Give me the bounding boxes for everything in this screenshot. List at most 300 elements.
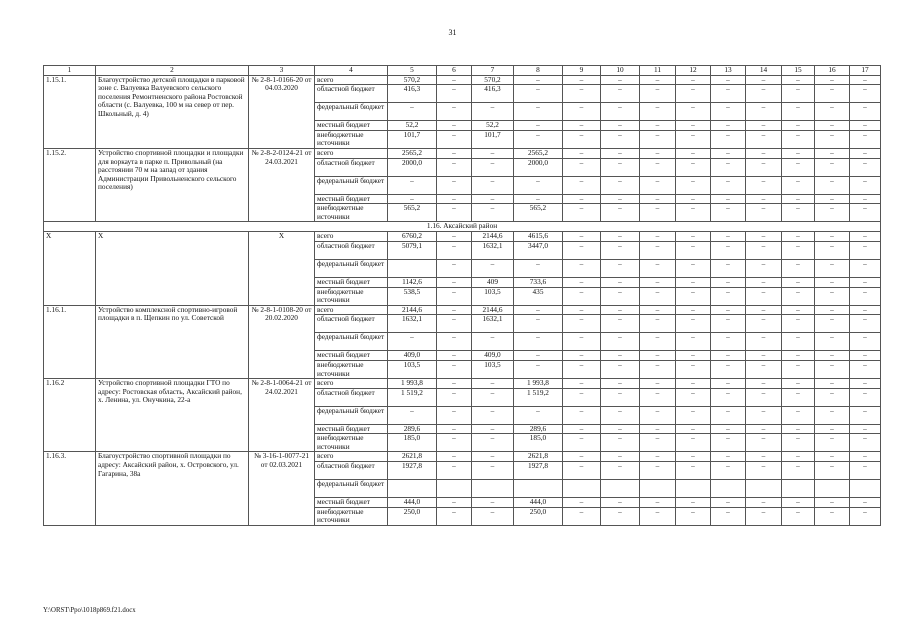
amount-cell: 1 519,2	[514, 388, 563, 406]
empty-year-cell: –	[711, 194, 746, 204]
empty-year-cell: –	[563, 351, 601, 361]
amount-cell: 250,0	[514, 507, 563, 525]
empty-year-cell: –	[850, 103, 881, 121]
amount-cell: –	[437, 204, 472, 222]
empty-year-cell: –	[711, 315, 746, 333]
amount-cell: –	[437, 388, 472, 406]
empty-year-cell: –	[601, 360, 640, 378]
amount-cell: –	[388, 176, 437, 194]
empty-year-cell: –	[815, 360, 850, 378]
empty-year-cell: –	[563, 259, 601, 277]
amount-cell: –	[472, 158, 514, 176]
empty-year-cell: –	[782, 241, 815, 259]
amount-cell: –	[514, 75, 563, 85]
empty-year-cell: –	[782, 204, 815, 222]
funding-source: федеральный бюджет	[315, 176, 388, 194]
empty-year-cell: –	[601, 176, 640, 194]
empty-year-cell: –	[782, 406, 815, 424]
amount-cell: 1927,8	[514, 462, 563, 480]
amount-cell: 6760,2	[388, 232, 437, 242]
amount-cell: 570,2	[472, 75, 514, 85]
column-number: 8	[514, 66, 563, 76]
empty-year-cell: –	[711, 406, 746, 424]
empty-year-cell: –	[640, 388, 676, 406]
empty-year-cell: –	[640, 103, 676, 121]
funding-source: внебюджетные источники	[315, 204, 388, 222]
empty-year-cell: –	[711, 434, 746, 452]
amount-cell: –	[437, 406, 472, 424]
column-number: 15	[782, 66, 815, 76]
project-code: 1.16.3.	[44, 452, 96, 525]
empty-year-cell: –	[601, 315, 640, 333]
empty-year-cell: –	[746, 287, 782, 305]
empty-year-cell: –	[711, 462, 746, 480]
amount-cell: –	[514, 194, 563, 204]
amount-cell: 1142,6	[388, 277, 437, 287]
empty-year-cell: –	[850, 241, 881, 259]
empty-year-cell: –	[676, 462, 711, 480]
amount-cell: –	[437, 452, 472, 462]
empty-year-cell: –	[746, 259, 782, 277]
funding-source: федеральный бюджет	[315, 259, 388, 277]
empty-year-cell: –	[746, 360, 782, 378]
amount-cell: –	[437, 241, 472, 259]
funding-source: федеральный бюджет	[315, 333, 388, 351]
empty-year-cell: –	[746, 424, 782, 434]
empty-year-cell: –	[563, 130, 601, 148]
project-document: № 2-8-2-0124-21 от 24.03.2021	[249, 148, 315, 221]
funding-source: всего	[315, 379, 388, 389]
empty-year-cell: –	[850, 406, 881, 424]
empty-year-cell: –	[746, 351, 782, 361]
empty-year-cell: –	[563, 241, 601, 259]
empty-year-cell: –	[640, 360, 676, 378]
funding-source: внебюджетные источники	[315, 130, 388, 148]
empty-year-cell: –	[711, 148, 746, 158]
empty-year-cell: –	[601, 232, 640, 242]
amount-cell: –	[437, 379, 472, 389]
empty-year-cell: –	[676, 232, 711, 242]
empty-year-cell: –	[850, 507, 881, 525]
empty-year-cell: –	[746, 462, 782, 480]
column-number: 17	[850, 66, 881, 76]
funding-source: областной бюджет	[315, 388, 388, 406]
funding-source: областной бюджет	[315, 315, 388, 333]
empty-year-cell: –	[850, 130, 881, 148]
funding-source: всего	[315, 232, 388, 242]
amount-cell: 1 519,2	[388, 388, 437, 406]
empty-year-cell: –	[640, 75, 676, 85]
amount-cell: 52,2	[388, 121, 437, 131]
amount-cell: –	[388, 333, 437, 351]
empty-year-cell	[782, 480, 815, 498]
empty-year-cell: –	[711, 75, 746, 85]
empty-year-cell: –	[563, 462, 601, 480]
empty-year-cell: –	[850, 424, 881, 434]
empty-year-cell: –	[676, 333, 711, 351]
empty-year-cell: –	[563, 305, 601, 315]
amount-cell: 416,3	[388, 85, 437, 103]
column-number: 2	[96, 66, 249, 76]
column-number: 12	[676, 66, 711, 76]
empty-year-cell: –	[850, 121, 881, 131]
empty-year-cell: –	[676, 351, 711, 361]
empty-year-cell: –	[676, 130, 711, 148]
empty-year-cell: –	[746, 75, 782, 85]
amount-cell: 4615,6	[514, 232, 563, 242]
empty-year-cell: –	[601, 434, 640, 452]
empty-year-cell: –	[563, 360, 601, 378]
amount-cell: –	[472, 498, 514, 508]
empty-year-cell: –	[782, 277, 815, 287]
empty-year-cell: –	[850, 434, 881, 452]
amount-cell: –	[472, 148, 514, 158]
amount-cell: 733,6	[514, 277, 563, 287]
empty-year-cell: –	[601, 498, 640, 508]
empty-year-cell	[815, 480, 850, 498]
empty-year-cell: –	[601, 241, 640, 259]
amount-cell: –	[437, 121, 472, 131]
amount-cell: 1927,8	[388, 462, 437, 480]
funding-source: областной бюджет	[315, 158, 388, 176]
amount-cell: 2621,8	[388, 452, 437, 462]
empty-year-cell: –	[711, 305, 746, 315]
empty-year-cell: –	[676, 194, 711, 204]
empty-year-cell: –	[640, 434, 676, 452]
empty-year-cell: –	[782, 130, 815, 148]
empty-year-cell: –	[746, 148, 782, 158]
amount-cell: –	[388, 103, 437, 121]
empty-year-cell: –	[850, 148, 881, 158]
file-path-footer: Y:\ORST\Ppo\1018p869.f21.docx	[43, 607, 136, 614]
empty-year-cell: –	[640, 351, 676, 361]
empty-year-cell: –	[850, 351, 881, 361]
empty-year-cell: –	[601, 462, 640, 480]
amount-cell: 565,2	[388, 204, 437, 222]
amount-cell: –	[437, 85, 472, 103]
empty-year-cell: –	[850, 158, 881, 176]
empty-year-cell: –	[746, 507, 782, 525]
amount-cell	[514, 480, 563, 498]
amount-cell: 2565,2	[514, 148, 563, 158]
column-number: 3	[249, 66, 315, 76]
column-number: 1	[44, 66, 96, 76]
amount-cell: –	[514, 333, 563, 351]
empty-year-cell	[711, 480, 746, 498]
amount-cell: 103,5	[388, 360, 437, 378]
amount-cell	[388, 259, 437, 277]
empty-year-cell: –	[601, 388, 640, 406]
empty-year-cell: –	[640, 259, 676, 277]
amount-cell: 103,5	[472, 360, 514, 378]
amount-cell: –	[437, 148, 472, 158]
empty-year-cell: –	[850, 315, 881, 333]
empty-year-cell: –	[815, 452, 850, 462]
funding-source: местный бюджет	[315, 194, 388, 204]
amount-cell: 570,2	[388, 75, 437, 85]
empty-year-cell: –	[601, 452, 640, 462]
empty-year-cell: –	[640, 241, 676, 259]
funding-source: всего	[315, 75, 388, 85]
amount-cell: 2000,0	[514, 158, 563, 176]
project-name: Благоустройство детской площадки в парковой зоне с. Валуевка Валуевского сельского поселения Ремонтненского района Ростовской области (с. Валуевка, 100 м на север от пер. Школьный, д. 4)	[96, 75, 249, 148]
funding-source: федеральный бюджет	[315, 103, 388, 121]
empty-year-cell: –	[782, 85, 815, 103]
amount-cell: 1 993,8	[514, 379, 563, 389]
empty-year-cell: –	[815, 507, 850, 525]
amount-cell: –	[388, 194, 437, 204]
empty-year-cell: –	[563, 204, 601, 222]
empty-year-cell: –	[850, 232, 881, 242]
column-number: 9	[563, 66, 601, 76]
amount-cell: 2144,6	[388, 305, 437, 315]
empty-year-cell: –	[711, 176, 746, 194]
amount-cell: –	[472, 103, 514, 121]
empty-year-cell: –	[601, 130, 640, 148]
project-name: Устройство комплексной спортивно-игровой площадки в п. Щепкин по ул. Советской	[96, 305, 249, 378]
amount-cell: –	[514, 305, 563, 315]
empty-year-cell: –	[601, 406, 640, 424]
amount-cell: –	[437, 424, 472, 434]
empty-year-cell: –	[850, 498, 881, 508]
amount-cell: –	[514, 360, 563, 378]
empty-year-cell: –	[711, 360, 746, 378]
empty-year-cell: –	[815, 333, 850, 351]
amount-cell: –	[472, 176, 514, 194]
empty-year-cell: –	[746, 194, 782, 204]
empty-year-cell: –	[676, 507, 711, 525]
amount-cell: 1632,1	[388, 315, 437, 333]
empty-year-cell: –	[782, 232, 815, 242]
empty-year-cell: –	[850, 75, 881, 85]
amount-cell: –	[437, 462, 472, 480]
amount-cell: –	[437, 305, 472, 315]
empty-year-cell: –	[676, 204, 711, 222]
amount-cell: 409,0	[472, 351, 514, 361]
funding-source: внебюджетные источники	[315, 434, 388, 452]
empty-year-cell: –	[640, 85, 676, 103]
amount-cell: –	[472, 379, 514, 389]
funding-source: федеральный бюджет	[315, 406, 388, 424]
amount-cell: –	[514, 259, 563, 277]
empty-year-cell: –	[815, 158, 850, 176]
empty-year-cell: –	[850, 452, 881, 462]
empty-year-cell	[850, 480, 881, 498]
empty-year-cell: –	[676, 424, 711, 434]
empty-year-cell: –	[746, 204, 782, 222]
empty-year-cell: –	[782, 452, 815, 462]
empty-year-cell: –	[850, 277, 881, 287]
amount-cell: 289,6	[388, 424, 437, 434]
table-row	[44, 379, 881, 389]
empty-year-cell: –	[601, 351, 640, 361]
funding-source: внебюджетные источники	[315, 507, 388, 525]
empty-year-cell: –	[711, 424, 746, 434]
empty-year-cell: –	[850, 204, 881, 222]
empty-year-cell	[746, 480, 782, 498]
amount-cell: 444,0	[388, 498, 437, 508]
empty-year-cell: –	[850, 388, 881, 406]
amount-cell: 3447,0	[514, 241, 563, 259]
empty-year-cell: –	[782, 315, 815, 333]
column-number: 10	[601, 66, 640, 76]
empty-year-cell: –	[676, 121, 711, 131]
empty-year-cell: –	[815, 176, 850, 194]
empty-year-cell	[676, 480, 711, 498]
amount-cell: 289,6	[514, 424, 563, 434]
amount-cell: 2144,6	[472, 232, 514, 242]
table-row	[44, 232, 881, 242]
empty-year-cell: –	[676, 379, 711, 389]
empty-year-cell: –	[850, 360, 881, 378]
empty-year-cell: –	[563, 333, 601, 351]
empty-year-cell: –	[563, 277, 601, 287]
empty-year-cell: –	[711, 452, 746, 462]
empty-year-cell: –	[711, 121, 746, 131]
project-document: № 2-8-1-0064-21 от 24.02.2021	[249, 379, 315, 452]
funding-source: областной бюджет	[315, 241, 388, 259]
empty-year-cell: –	[563, 388, 601, 406]
empty-year-cell: –	[676, 360, 711, 378]
amount-cell: –	[437, 287, 472, 305]
empty-year-cell: –	[815, 315, 850, 333]
amount-cell: –	[514, 121, 563, 131]
amount-cell: 416,3	[472, 85, 514, 103]
empty-year-cell: –	[746, 176, 782, 194]
amount-cell: 52,2	[472, 121, 514, 131]
amount-cell: –	[472, 434, 514, 452]
amount-cell: –	[437, 75, 472, 85]
empty-year-cell: –	[815, 204, 850, 222]
funding-source: внебюджетные источники	[315, 360, 388, 378]
empty-year-cell: –	[850, 333, 881, 351]
empty-year-cell: –	[601, 305, 640, 315]
column-number: 14	[746, 66, 782, 76]
amount-cell: –	[472, 424, 514, 434]
empty-year-cell: –	[815, 75, 850, 85]
empty-year-cell: –	[746, 85, 782, 103]
empty-year-cell: –	[815, 277, 850, 287]
amount-cell: 444,0	[514, 498, 563, 508]
amount-cell: –	[437, 259, 472, 277]
empty-year-cell: –	[676, 315, 711, 333]
empty-year-cell: –	[640, 148, 676, 158]
empty-year-cell: –	[746, 277, 782, 287]
empty-year-cell: –	[850, 176, 881, 194]
amount-cell: –	[437, 315, 472, 333]
column-number: 4	[315, 66, 388, 76]
empty-year-cell: –	[676, 85, 711, 103]
empty-year-cell: –	[782, 148, 815, 158]
empty-year-cell: –	[746, 388, 782, 406]
amount-cell: –	[388, 406, 437, 424]
empty-year-cell: –	[676, 452, 711, 462]
empty-year-cell: –	[782, 158, 815, 176]
empty-year-cell: –	[640, 379, 676, 389]
empty-year-cell: –	[815, 462, 850, 480]
empty-year-cell: –	[782, 305, 815, 315]
empty-year-cell: –	[640, 194, 676, 204]
empty-year-cell: –	[601, 194, 640, 204]
project-document: № 2-8-1-0108-20 от 20.02.2020	[249, 305, 315, 378]
amount-cell: –	[472, 452, 514, 462]
funding-source: всего	[315, 148, 388, 158]
empty-year-cell: –	[711, 498, 746, 508]
amount-cell: –	[437, 158, 472, 176]
empty-year-cell: –	[563, 434, 601, 452]
empty-year-cell: –	[782, 75, 815, 85]
amount-cell	[388, 480, 437, 498]
empty-year-cell: –	[782, 259, 815, 277]
empty-year-cell: –	[815, 194, 850, 204]
empty-year-cell: –	[782, 388, 815, 406]
table-row	[44, 452, 881, 462]
amount-cell: –	[437, 333, 472, 351]
empty-year-cell: –	[640, 232, 676, 242]
empty-year-cell: –	[746, 121, 782, 131]
amount-cell: –	[514, 315, 563, 333]
funding-source: местный бюджет	[315, 277, 388, 287]
funding-source: областной бюджет	[315, 85, 388, 103]
funding-source: областной бюджет	[315, 462, 388, 480]
empty-year-cell: –	[563, 424, 601, 434]
funding-source: всего	[315, 305, 388, 315]
project-code: X	[44, 232, 96, 305]
project-code: 1.16.2	[44, 379, 96, 452]
empty-year-cell: –	[815, 148, 850, 158]
section-row	[44, 222, 881, 232]
empty-year-cell: –	[711, 158, 746, 176]
empty-year-cell: –	[746, 315, 782, 333]
amount-cell: –	[472, 406, 514, 424]
project-document: X	[249, 232, 315, 305]
financing-table	[43, 65, 881, 526]
empty-year-cell: –	[746, 103, 782, 121]
empty-year-cell: –	[640, 204, 676, 222]
empty-year-cell: –	[563, 194, 601, 204]
empty-year-cell: –	[563, 85, 601, 103]
empty-year-cell: –	[640, 498, 676, 508]
amount-cell: 2565,2	[388, 148, 437, 158]
empty-year-cell: –	[676, 287, 711, 305]
empty-year-cell: –	[676, 406, 711, 424]
amount-cell: –	[472, 259, 514, 277]
empty-year-cell: –	[640, 158, 676, 176]
empty-year-cell: –	[640, 406, 676, 424]
amount-cell: 103,5	[472, 287, 514, 305]
empty-year-cell: –	[640, 130, 676, 148]
empty-year-cell: –	[676, 241, 711, 259]
column-number: 7	[472, 66, 514, 76]
empty-year-cell: –	[563, 287, 601, 305]
amount-cell: –	[472, 462, 514, 480]
amount-cell: 5079,1	[388, 241, 437, 259]
amount-cell: 185,0	[514, 434, 563, 452]
empty-year-cell: –	[711, 507, 746, 525]
amount-cell	[437, 480, 472, 498]
empty-year-cell: –	[601, 103, 640, 121]
empty-year-cell: –	[711, 241, 746, 259]
funding-source: местный бюджет	[315, 498, 388, 508]
empty-year-cell: –	[676, 498, 711, 508]
empty-year-cell: –	[563, 452, 601, 462]
amount-cell: 2621,8	[514, 452, 563, 462]
amount-cell: –	[514, 176, 563, 194]
empty-year-cell: –	[850, 462, 881, 480]
empty-year-cell: –	[815, 424, 850, 434]
amount-cell: 409	[472, 277, 514, 287]
funding-source: местный бюджет	[315, 121, 388, 131]
